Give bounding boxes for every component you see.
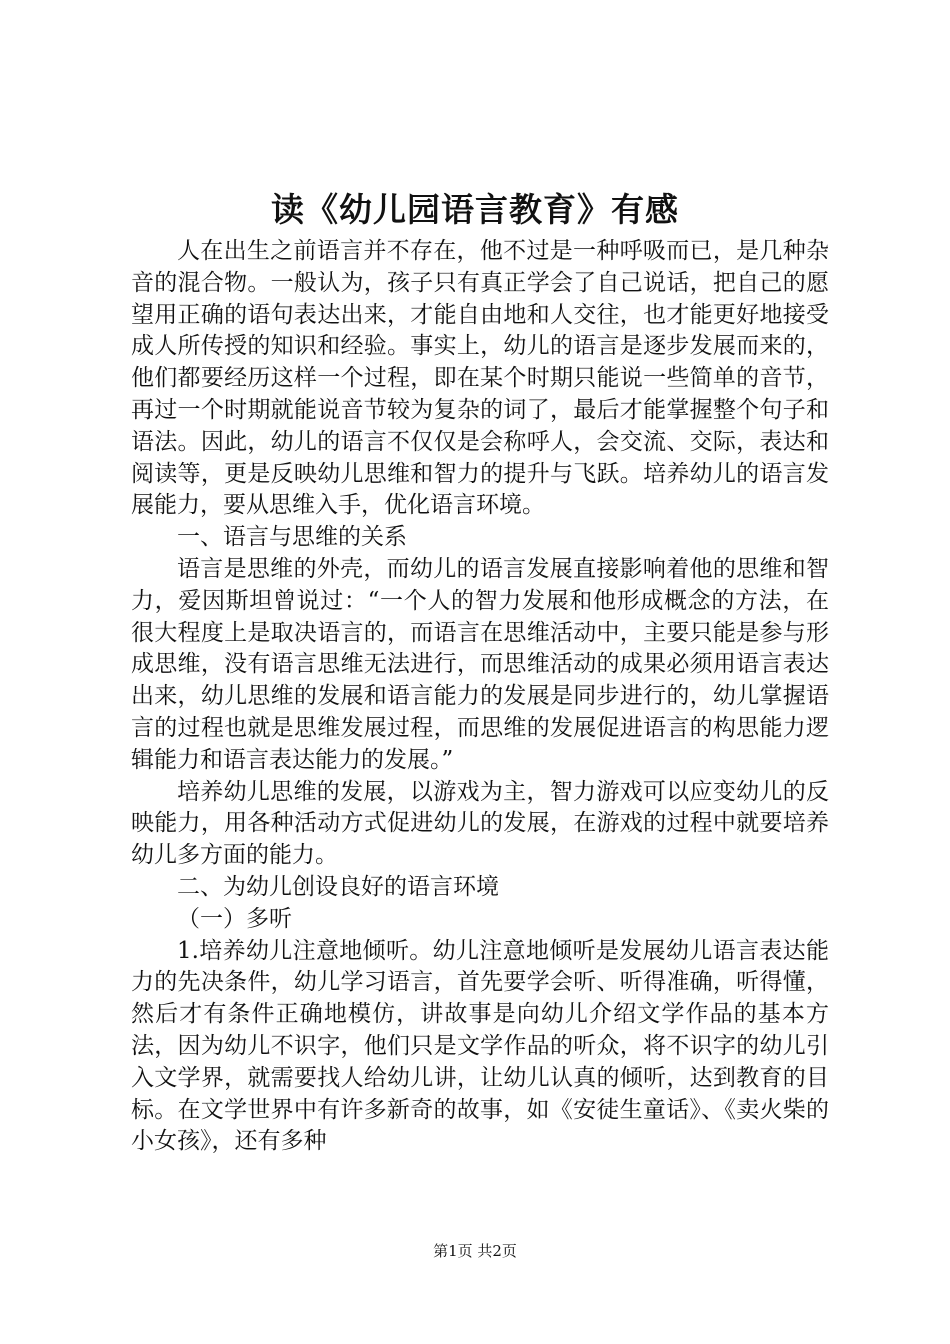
document-body bbox=[131, 236, 829, 1158]
paragraph-games: 培养幼儿思维的发展，以游戏为主，智力游戏可以应变幼儿的反映能力，用各种活动方式促进幼儿的发展，在游戏的过程中就要培养幼儿多方面的能力。 bbox=[131, 778, 829, 869]
subsection-heading-listen: （一）多听 bbox=[177, 905, 292, 932]
paragraph-listening: 1.培养幼儿注意地倾听。幼儿注意地倾听是发展幼儿语言表达能力的先决条件，幼儿学习语言，首先要学会听、听得准确，听得懂，然后才有条件正确地模仿，讲故事是向幼儿介绍文学作品的基本方法，因为幼儿不识字，他们只是文学作品的听众，将不识字的幼儿引入文学界，就需要找人给幼儿讲，让幼儿认真的倾听，达到教育的目标。在文学世界中有许多新奇的故事，如《安徒生童话》、《卖火柴的小女孩》，还有多种 bbox=[131, 937, 829, 1155]
document-title: 读《幼儿园语言教育》有感 bbox=[271, 190, 679, 229]
section-heading-1: 一、语言与思维的关系 bbox=[177, 524, 407, 551]
section-heading-2: 二、为幼儿创设良好的语言环境 bbox=[177, 873, 499, 900]
paragraph-language-thinking: 语言是思维的外壳，而幼儿的语言发展直接影响着他的思维和智力，爱因斯坦曾说过：“一个人的智力发展和他形成概念的方法，在很大程度上是取决语言的，而语言在思维活动中，主要只能是参与形成思维，没有语言思维无法进行，而思维活动的成果必须用语言表达出来，幼儿思维的发展和语言能力的发展是同步进行的，幼儿掌握语言的过程也就是思维发展过程，而思维的发展促进语言的构思能力逻辑能力和语言表达能力的发展。” bbox=[131, 555, 829, 773]
paragraph-intro: 人在出生之前语言并不存在，他不过是一种呼吸而已，是几种杂音的混合物。一般认为，孩子只有真正学会了自己说话，把自己的愿望用正确的语句表达出来，才能自由地和人交往，也才能更好地接受成人所传授的知识和经验。事实上，幼儿的语言是逐步发展而来的，他们都要经历这样一个过程，即在某个时期只能说一些简单的音节，再过一个时期就能说音节较为复杂的词了，最后才能掌握整个句子和语法。因此，幼儿的语言不仅仅是会称呼人，会交流、交际，表达和阅读等，更是反映幼儿思维和智力的提升与飞跃。培养幼儿的语言发展能力，要从思维入手，优化语言环境。 bbox=[131, 238, 829, 519]
page-footer: 第1页 共2页 bbox=[433, 1242, 517, 1260]
